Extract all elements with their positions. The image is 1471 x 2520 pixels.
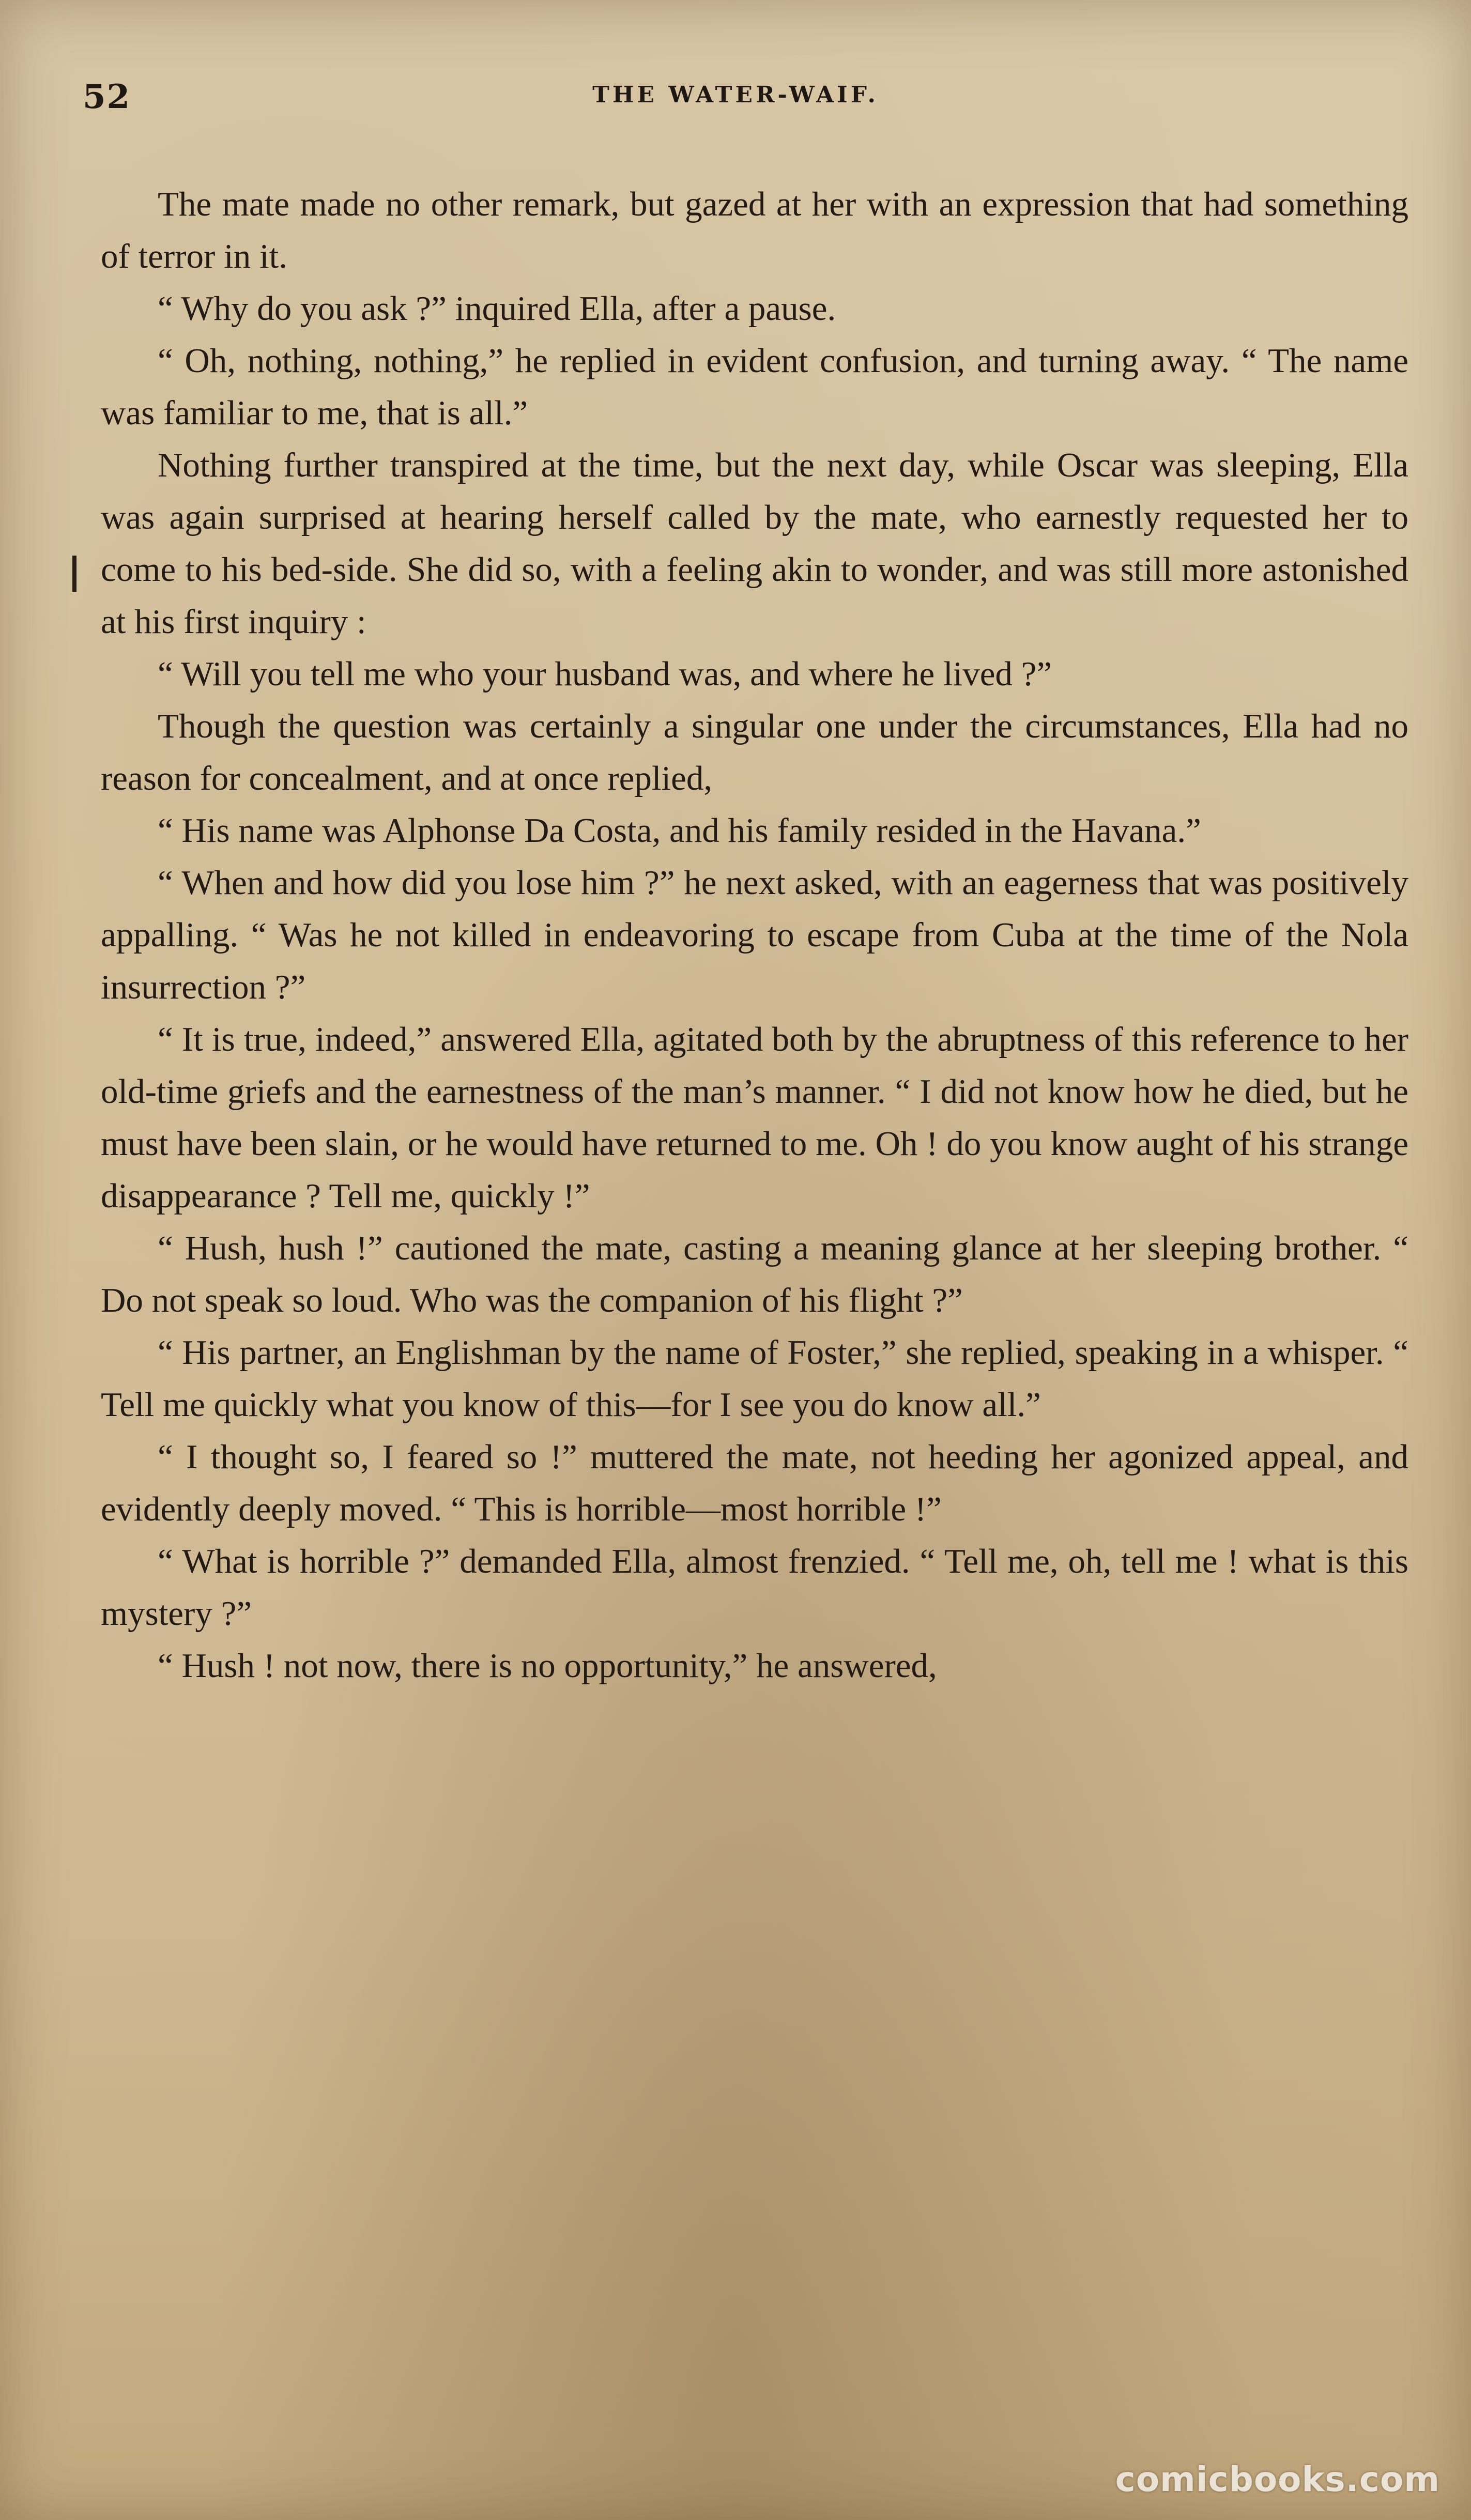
page-number: 52 — [83, 78, 131, 116]
page-header — [83, 78, 1388, 119]
paragraph: The mate made no other remark, but gazed at her with an expression that had something of terror in it. — [101, 185, 1408, 275]
margin-mark — [72, 556, 76, 592]
paragraph: “ His name was Alphonse Da Costa, and his family resided in the Havana.” — [158, 811, 1201, 850]
paragraph: “ Will you tell me who your husband was, and where he lived ?” — [158, 655, 1052, 693]
watermark: comicbooks.com — [1115, 2460, 1440, 2499]
body-text — [101, 178, 1408, 1692]
paragraph: “ Hush, hush !” cautioned the mate, casting a meaning glance at her sleeping brother. “ Do not speak so loud. Who was the companion of his flight ?” — [101, 1229, 1408, 1319]
paragraph: Nothing further transpired at the time, but the next day, while Oscar was sleeping, Ella was again surprised at hearing herself called by the mate, who earnestly requested her to come to his bed-side. She did so, with a feeling akin to wonder, and was still more astonished at his first inquiry : — [101, 446, 1408, 641]
paragraph: “ His partner, an Englishman by the name of Foster,” she replied, speaking in a whisper. “ Tell me quickly what you know of this—for I see you do know all.” — [101, 1333, 1408, 1424]
paragraph: “ Oh, nothing, nothing,” he replied in evident confusion, and turning away. “ The name was familiar to me, that is all.” — [101, 342, 1408, 432]
paragraph: “ It is true, indeed,” answered Ella, agitated both by the abruptness of this reference to her old-time griefs and the earnestness of the man’s manner. “ I did not know how he died, but he must have been slain, or he would have returned to me. Oh ! do you know aught of his strange disappearance ? Tell me, quickly !” — [101, 1020, 1408, 1215]
paragraph: Though the question was certainly a singular one under the circumstances, Ella had no reason for concealment, and at once replied, — [101, 707, 1408, 797]
paragraph: “ I thought so, I feared so !” muttered the mate, not heeding her agonized appeal, and evidently deeply moved. “ This is horrible—most horrible !” — [101, 1438, 1408, 1528]
paragraph: “ Hush ! not now, there is no opportunity,” he answered, — [158, 1647, 937, 1685]
paragraph: “ Why do you ask ?” inquired Ella, after a pause. — [158, 289, 836, 328]
running-head: THE WATER-WAIF. — [592, 82, 879, 108]
paragraph: “ What is horrible ?” demanded Ella, almost frenzied. “ Tell me, oh, tell me ! what is this mystery ?” — [101, 1542, 1408, 1633]
paragraph: “ When and how did you lose him ?” he next asked, with an eagerness that was positively appalling. “ Was he not killed in endeavoring to escape from Cuba at the time of the Nola insurrection ?” — [101, 864, 1408, 1006]
